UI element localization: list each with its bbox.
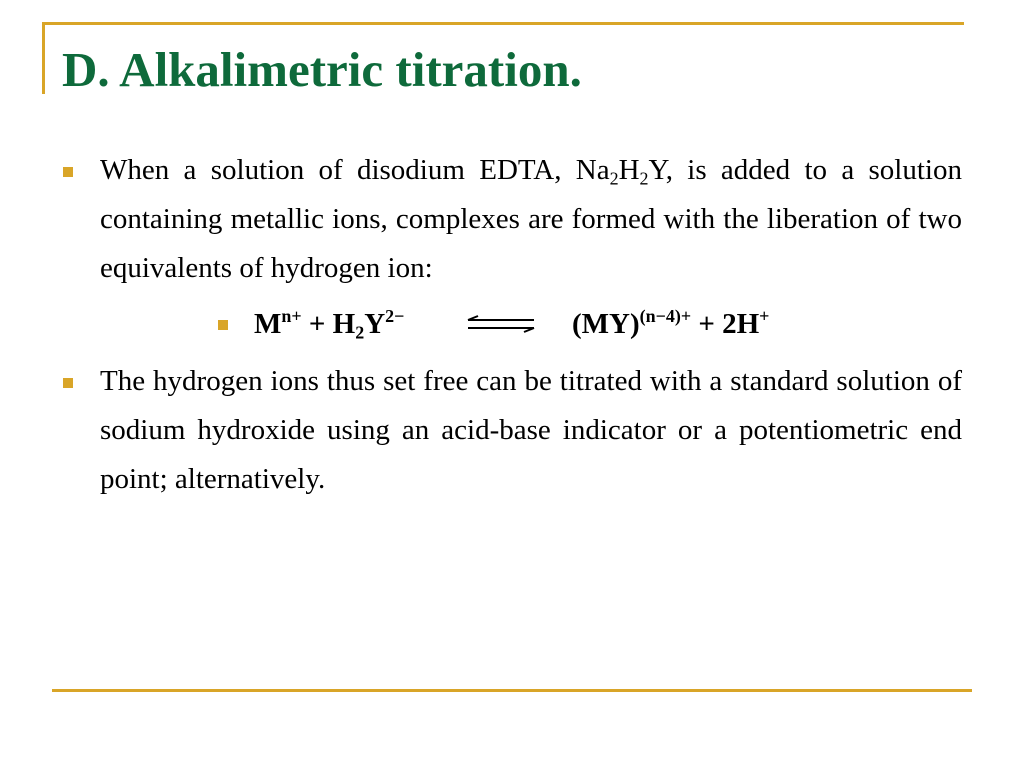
- products: [572, 302, 769, 346]
- sub-bullet-square-icon: [218, 320, 228, 330]
- ligand-symbol: Y: [364, 308, 386, 340]
- paragraph-edta-rest: Y, is added to a solution containing metallic ions, complexes are formed with the liberation of two equivalents of hydrogen ion:: [100, 154, 962, 284]
- proton-term: + 2H: [691, 308, 760, 340]
- paragraph-edta-intro: When a solution of disodium EDTA, Na: [100, 154, 610, 186]
- metal-charge: n+: [281, 306, 302, 327]
- frame-top-rule: [42, 22, 964, 25]
- frame-bottom-rule: [52, 689, 972, 692]
- paragraph-titration: The hydrogen ions thus set free can be titrated with a standard solution of sodium hydroxide using an acid-base indicator or a potentiometric end point; alternatively.: [100, 365, 962, 495]
- h-subscript: 2: [639, 168, 649, 189]
- hydrogen-symbol: H: [618, 154, 640, 186]
- complex-symbol: (MY): [572, 308, 640, 340]
- complex-charge: (n−4)+: [639, 306, 692, 327]
- ligand-prefix: + H: [301, 308, 356, 340]
- paragraph-edta: [100, 146, 962, 293]
- reactants: [254, 302, 404, 346]
- equilibrium-arrow-icon: [464, 315, 540, 333]
- ligand-charge: 2−: [385, 306, 405, 327]
- slide-title: D. Alkalimetric titration.: [62, 42, 582, 97]
- bullet-square-icon: [63, 167, 73, 177]
- metal-symbol: M: [254, 308, 282, 340]
- na-subscript: 2: [609, 168, 619, 189]
- bullet-square-icon: [63, 378, 73, 388]
- proton-charge: +: [759, 306, 770, 327]
- ligand-h-subscript: 2: [355, 322, 365, 343]
- frame-left-rule: [42, 22, 45, 94]
